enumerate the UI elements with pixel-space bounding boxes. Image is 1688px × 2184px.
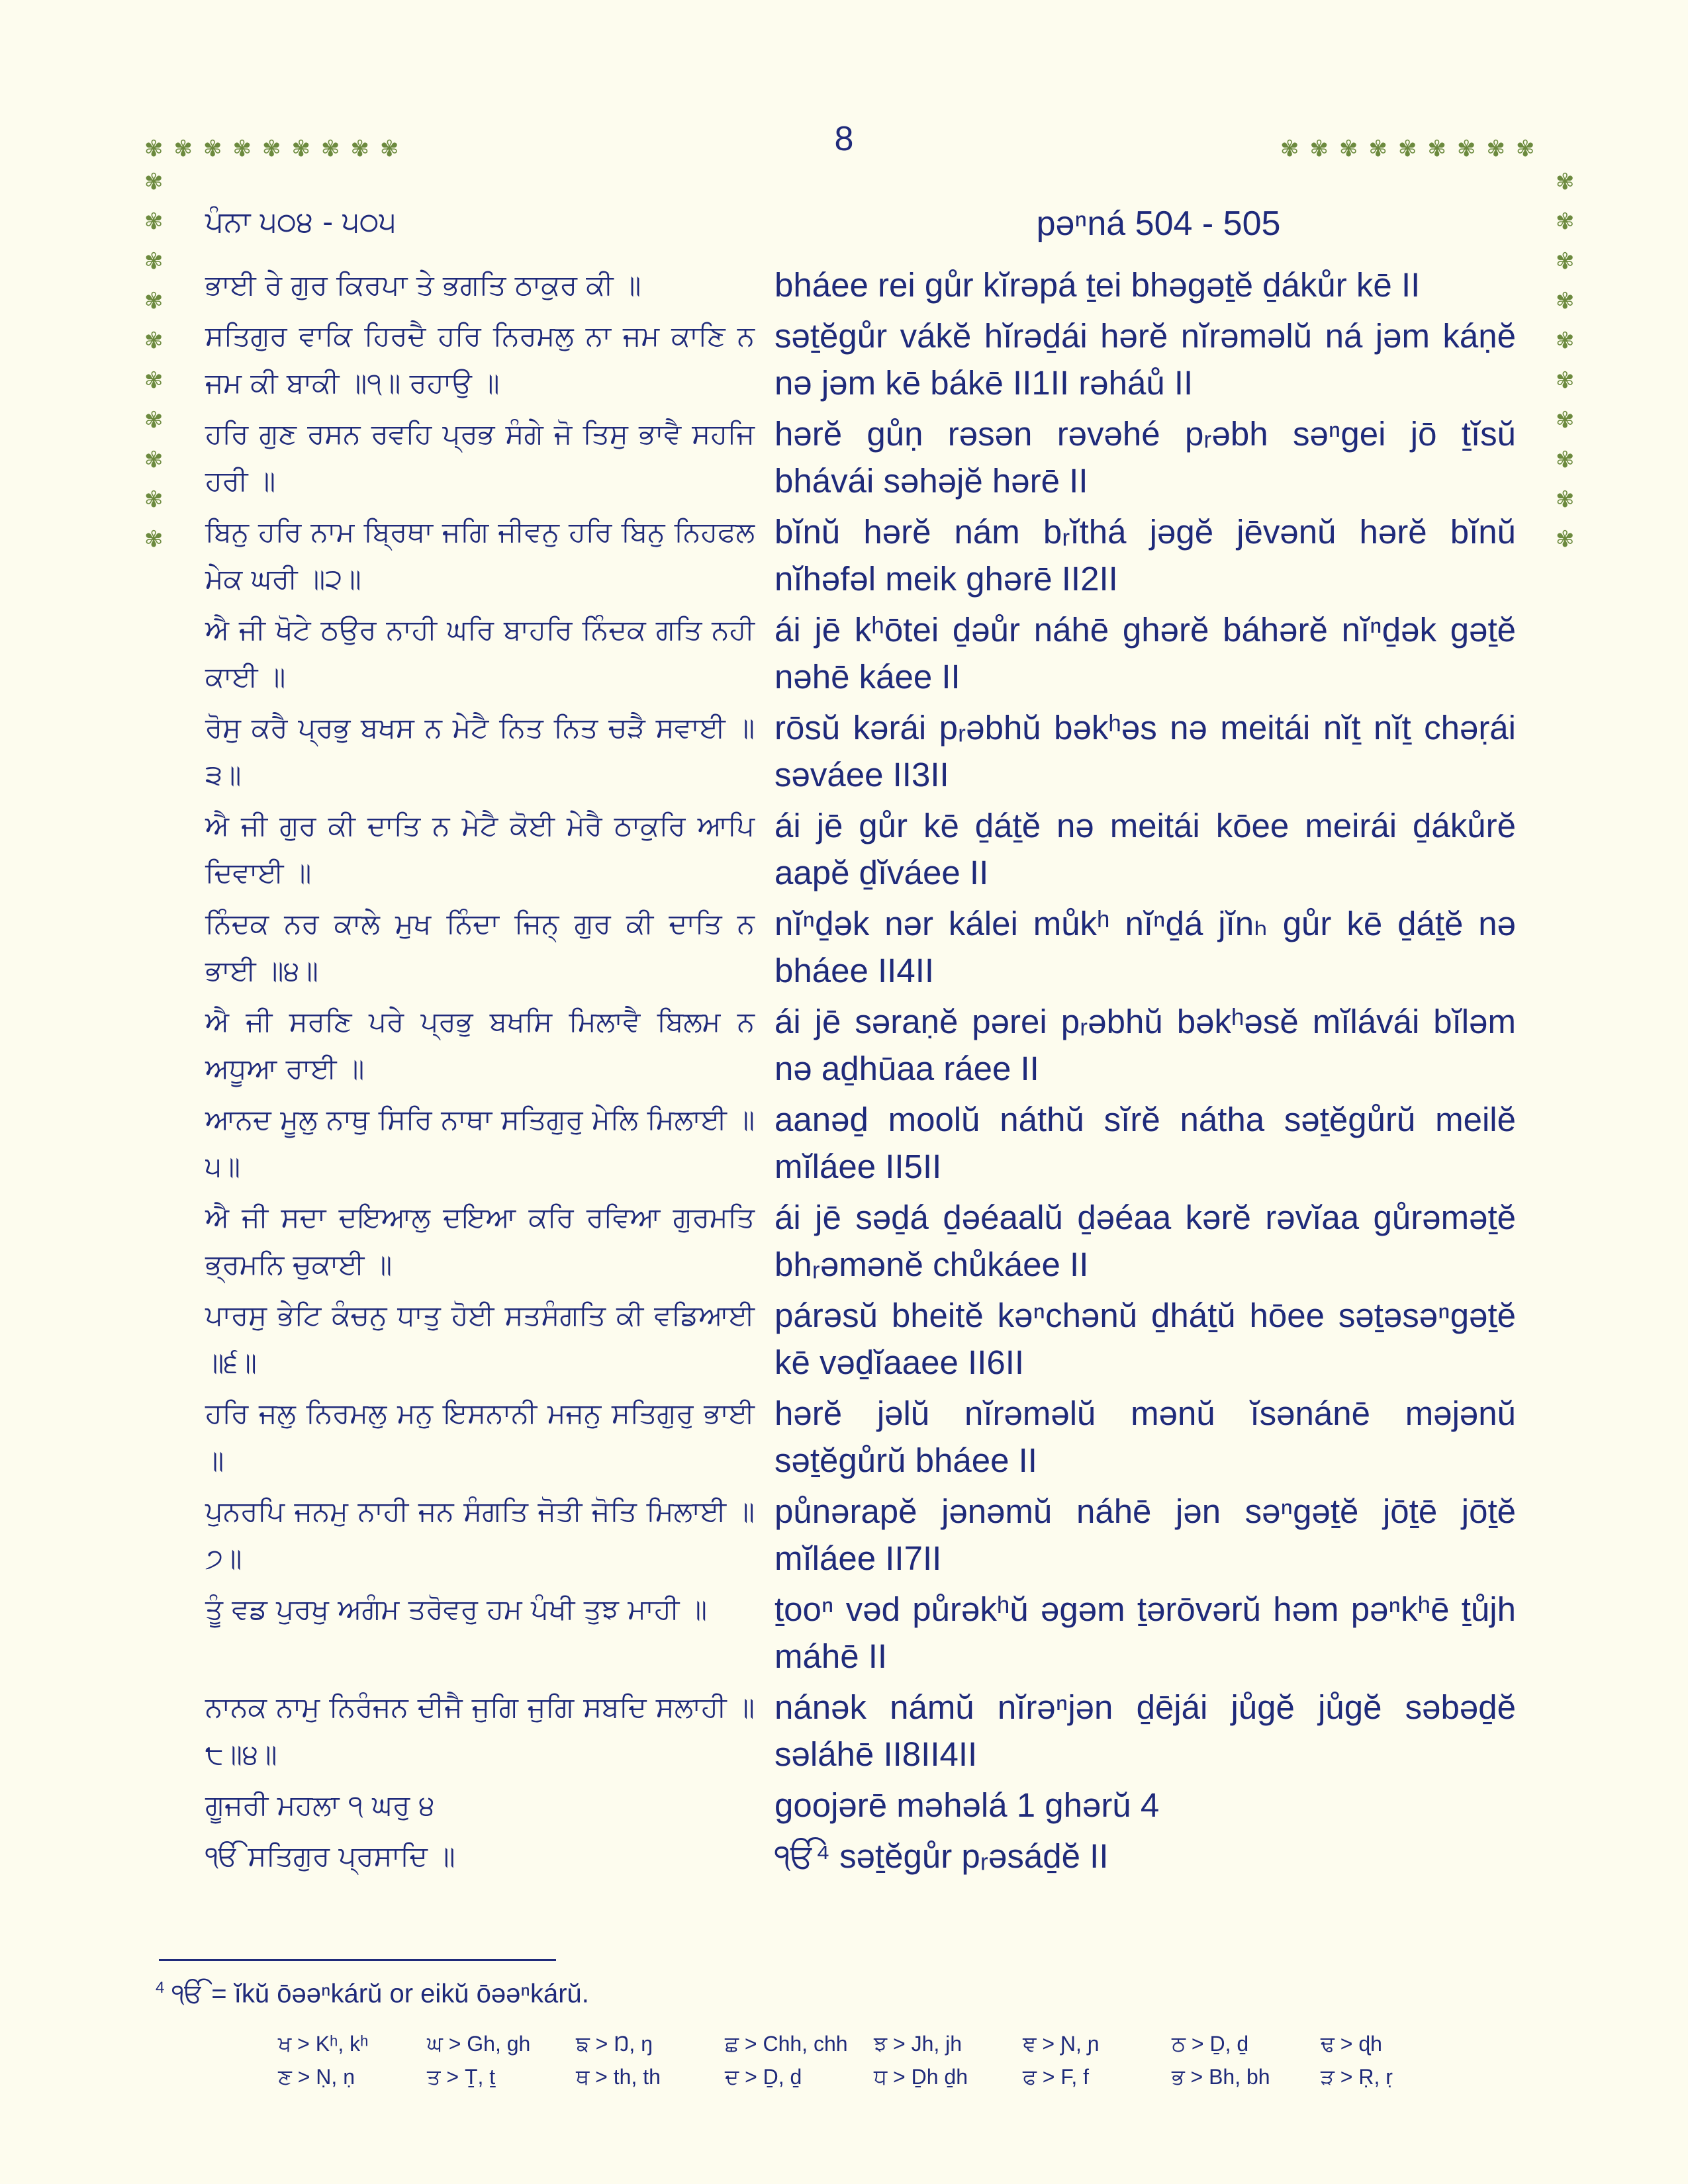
transliteration-page-heading: pəⁿná 504 - 505 xyxy=(1036,205,1281,243)
verse-transliteration: aanəḏ moolŭ náthŭ sĭrĕ nátha səṯĕgůrŭ meilĕ mĭláee II5II xyxy=(774,1101,1516,1185)
key-entry: ਞ > Ɲ, ɲ xyxy=(1023,2032,1100,2056)
key-entry: ਧ > Ḏh ḏh xyxy=(874,2065,968,2089)
transliteration-key xyxy=(278,2032,1470,2090)
key-entry: ਥ > th, th xyxy=(576,2065,661,2089)
verse-row xyxy=(205,1684,1523,1778)
verse-transliteration: hərĕ gůṇ rəsən rəvəhé pᵣəbh səⁿgei jō ṯĭsŭ bhávái səhəjĕ hərē II xyxy=(774,415,1516,500)
verse-gurmukhi: ਹਰਿ ਜਲੁ ਨਿਰਮਲੁ ਮਨੁ ਇਸਨਾਨੀ ਮਜਨੁ ਸਤਿਗੁਰੁ ਭਾਈ ॥ xyxy=(205,1397,755,1477)
verse-gurmukhi: ਨਾਨਕ ਨਾਮੁ ਨਿਰੰਜਨ ਦੀਜੈ ਜੁਗਿ ਜੁਗਿ ਸਬਦਿ ਸਲਾਹੀ ॥੮॥੪॥ xyxy=(205,1691,755,1770)
verse-transliteration: səṯĕgůr vákĕ hĭrəḏái hərĕ nĭrəməlŭ ná jəm káṇĕ nə jəm kē bákē II1II rəháů II xyxy=(774,317,1516,402)
gurmukhi-page-heading: ਪੰਨਾ ੫੦੪ - ੫੦੫ xyxy=(205,205,397,239)
verse-transliteration: párəsŭ bheitĕ kəⁿchənŭ ḏháṯŭ hōee səṯəsəⁿgəṯĕ kē vəḏĭaaee II6II xyxy=(774,1297,1516,1381)
verse-row xyxy=(205,1390,1523,1484)
verse-gurmukhi: ਸਤਿਗੁਰ ਵਾਕਿ ਹਿਰਦੈ ਹਰਿ ਨਿਰਮਲੁ ਨਾ ਜਮ ਕਾਣਿ ਨ ਜਮ ਕੀ ਬਾਕੀ ॥੧॥ ਰਹਾਉ ॥ xyxy=(205,320,755,399)
verse-transliteration: rōsŭ kərái pᵣəbhŭ bəkʰəs nə meitái nĭṯ nĭṯ chəṛái səváee II3II xyxy=(774,709,1516,794)
verse-transliteration: ái jē səraṇĕ pərei pᵣəbhŭ bəkʰəsĕ mĭlávái bĭləm nə aḏhūaa ráee II xyxy=(774,1003,1516,1087)
verse-row xyxy=(205,704,1523,798)
verse-row xyxy=(205,508,1523,602)
key-entry: ਝ > Jh, jh xyxy=(874,2032,962,2056)
page-number: 8 xyxy=(834,120,854,158)
verse-transliteration: hərĕ jəlŭ nĭrəməlŭ mənŭ ĭsənánē məjənŭ səṯĕgůrŭ bháee II xyxy=(774,1394,1516,1479)
verse-row xyxy=(205,1586,1523,1680)
verse-gurmukhi: ਬਿਨੁ ਹਰਿ ਨਾਮ ਬ੍ਰਿਥਾ ਜਗਿ ਜੀਵਨੁ ਹਰਿ ਬਿਨੁ ਨਿਹਫਲ ਮੇਕ ਘਰੀ ॥੨॥ xyxy=(205,516,755,595)
verse-row xyxy=(205,1782,1523,1829)
verse-transliteration: ái jē səḏá ḏəéaalŭ ḏəéaa kərĕ rəvĭaa gůrəməṯĕ bhᵣəmənĕ chůkáee II xyxy=(774,1199,1516,1283)
footnote-marker: 4 xyxy=(156,1979,165,1997)
verse-gurmukhi: ਨਿੰਦਕ ਨਰ ਕਾਲੇ ਮੁਖ ਨਿੰਦਾ ਜਿਨ੍ ਗੁਰ ਕੀ ਦਾਤਿ ਨ ਭਾਈ ॥੪॥ xyxy=(205,907,755,987)
key-entry: ਤ > Ṯ, ṯ xyxy=(427,2065,496,2089)
verse-transliteration: nánək námŭ nĭrəⁿjən ḏējái jůgĕ jůgĕ səbəḏĕ səláhē II8II4II xyxy=(774,1688,1516,1773)
verse-transliteration: nĭⁿḏək nər kálei můkʰ nĭⁿḏá jĭnₕ gůr kē ḏáṯĕ nə bháee II4II xyxy=(774,905,1516,989)
verse-transliteration: goojərē məhəlá 1 ghərŭ 4 xyxy=(774,1786,1160,1824)
ornament-left-column: ✾ ✾ ✾ ✾ ✾ ✾ ✾ ✾ ✾ ✾ xyxy=(144,169,164,553)
verse-transliteration: bĭnŭ hərĕ nám bᵣĭthá jəgĕ jēvənŭ hərĕ bĭnŭ nĭhəfəl meik ghərē II2II xyxy=(774,513,1516,598)
key-entry: ਣ > Ṇ, ṇ xyxy=(278,2065,355,2089)
verse-transliteration: půnərapĕ jənəmŭ náhē jən səⁿgəṯĕ jōṯē jōṯĕ mĭláee II7II xyxy=(774,1492,1516,1577)
verse-transliteration: ṯooⁿ vəd půrəkʰŭ əgəm ṯərōvərŭ həm pəⁿkʰē ṯůjh máhē II xyxy=(774,1590,1516,1675)
ornament-right-column: ✾ ✾ ✾ ✾ ✾ ✾ ✾ ✾ ✾ ✾ xyxy=(1556,169,1575,553)
key-entry: ਢ > ɖh xyxy=(1321,2032,1382,2056)
verse-row xyxy=(205,1488,1523,1582)
key-entry: ੜ > Ṛ, ṛ xyxy=(1321,2065,1393,2089)
verse-gurmukhi: ਗੂਜਰੀ ਮਹਲਾ ੧ ਘਰੁ ੪ xyxy=(205,1789,435,1821)
verse-transliteration: bháee rei gůr kĭrəpá ṯei bhəgəṯĕ ḏákůr kē II xyxy=(774,266,1421,304)
verse-gurmukhi: ਐ ਜੀ ਸਰਣਿ ਪਰੇ ਪ੍ਰਭੁ ਬਖਸਿ ਮਿਲਾਵੈ ਬਿਲਮ ਨ ਅਧੂਆ ਰਾਈ ॥ xyxy=(205,1005,755,1085)
key-entry: ਭ > Bh, bh xyxy=(1172,2065,1270,2089)
verse-gurmukhi: ਪੁਨਰਪਿ ਜਨਮੁ ਨਾਹੀ ਜਨ ਸੰਗਤਿ ਜੋਤੀ ਜੋਤਿ ਮਿਲਾਈ ॥੭॥ xyxy=(205,1495,755,1574)
key-entry: ਖ > Kʰ, kʰ xyxy=(278,2032,369,2056)
key-entry: ਛ > Chh, chh xyxy=(725,2032,848,2056)
verse-list xyxy=(205,261,1523,1884)
verse-row xyxy=(205,802,1523,896)
verse-gurmukhi: ਰੋਸੁ ਕਰੈ ਪ੍ਰਭੁ ਬਖਸ ਨ ਮੇਟੈ ਨਿਤ ਨਿਤ ਚੜੈ ਸਵਾਈ ॥੩॥ xyxy=(205,711,755,791)
verse-row xyxy=(205,1833,1523,1880)
verse-gurmukhi: ਹਰਿ ਗੁਣ ਰਸਨ ਰਵਹਿ ਪ੍ਰਭ ਸੰਗੇ ਜੋ ਤਿਸੁ ਭਾਵੈ ਸਹਜਿ ਹਰੀ ॥ xyxy=(205,418,755,497)
verse-transliteration: ái jē kʰōtei ḏəůr náhē ghərĕ báhərĕ nĭⁿḏək gəṯĕ nəhē káee II xyxy=(774,611,1516,696)
key-entry: ਠ > Ḏ, ḏ xyxy=(1172,2032,1249,2056)
key-entry: ਘ > Gh, gh xyxy=(427,2032,531,2056)
verse-gurmukhi: ਐ ਜੀ ਸਦਾ ਦਇਆਲੁ ਦਇਆ ਕਰਿ ਰਵਿਆ ਗੁਰਮਤਿ ਭ੍ਰਮਨਿ ਚੁਕਾਈ ॥ xyxy=(205,1201,755,1281)
page-header xyxy=(205,199,1529,245)
footnote-text: ੴ = ĭkŭ ōəəⁿkárŭ or eikŭ ōəəⁿkárŭ. xyxy=(171,1979,589,2009)
ornament-top-right: ✾ ✾ ✾ ✾ ✾ ✾ ✾ ✾ ✾ xyxy=(1280,136,1535,162)
verse-gurmukhi: ੴ ਸਤਿਗੁਰ ਪ੍ਰਸਾਦਿ ॥ xyxy=(205,1840,455,1872)
verse-row xyxy=(205,1096,1523,1190)
verse-gurmukhi: ਪਾਰਸੁ ਭੇਟਿ ਕੰਚਨੁ ਧਾਤੁ ਹੋਈ ਸਤਸੰਗਤਿ ਕੀ ਵਡਿਆਈ ॥੬॥ xyxy=(205,1299,755,1379)
verse-row xyxy=(205,606,1523,700)
verse-row xyxy=(205,1194,1523,1288)
verse-gurmukhi: ਆਨਦ ਮੂਲੁ ਨਾਥੁ ਸਿਰਿ ਨਾਥਾ ਸਤਿਗੁਰੁ ਮੇਲਿ ਮਿਲਾਈ ॥੫॥ xyxy=(205,1103,755,1183)
verse-gurmukhi: ਐ ਜੀ ਖੋਟੇ ਠਉਰ ਨਾਹੀ ਘਰਿ ਬਾਹਰਿ ਨਿੰਦਕ ਗਤਿ ਨਹੀ ਕਾਈ ॥ xyxy=(205,614,755,693)
key-entry: ਦ > Ḏ, ḏ xyxy=(725,2065,802,2089)
verse-row xyxy=(205,900,1523,994)
verse-gurmukhi: ਤੂੰ ਵਡ ਪੁਰਖੁ ਅਗੰਮ ਤਰੋਵਰੁ ਹਮ ਪੰਖੀ ਤੁਝ ਮਾਹੀ ॥ xyxy=(205,1593,708,1625)
ornament-top-left: ✾ ✾ ✾ ✾ ✾ ✾ ✾ ✾ ✾ xyxy=(144,136,399,162)
verse-row xyxy=(205,261,1523,308)
verse-gurmukhi: ਭਾਈ ਰੇ ਗੁਰ ਕਿਰਪਾ ਤੇ ਭਗਤਿ ਠਾਕੁਰ ਕੀ ॥ xyxy=(205,269,641,301)
key-entry: ਙ > Ŋ, ŋ xyxy=(576,2032,653,2056)
verse-transliteration: ái jē gůr kē ḏáṯĕ nə meitái kōee meirái ḏákůrĕ aapĕ ḏĭváee II xyxy=(774,807,1516,891)
footnote xyxy=(156,1979,589,2009)
footnote-divider xyxy=(159,1959,556,1961)
verse-gurmukhi: ਐ ਜੀ ਗੁਰ ਕੀ ਦਾਤਿ ਨ ਮੇਟੈ ਕੋਈ ਮੇਰੈ ਠਾਕੁਰਿ ਆਪਿ ਦਿਵਾਈ ॥ xyxy=(205,809,755,889)
key-entry: ਫ > F, f xyxy=(1023,2065,1090,2089)
verse-row xyxy=(205,1292,1523,1386)
verse-row xyxy=(205,312,1523,406)
verse-row xyxy=(205,998,1523,1092)
verse-transliteration: ੴ⁴ səṯĕgůr pᵣəsáḏĕ II xyxy=(774,1837,1109,1875)
verse-row xyxy=(205,410,1523,504)
